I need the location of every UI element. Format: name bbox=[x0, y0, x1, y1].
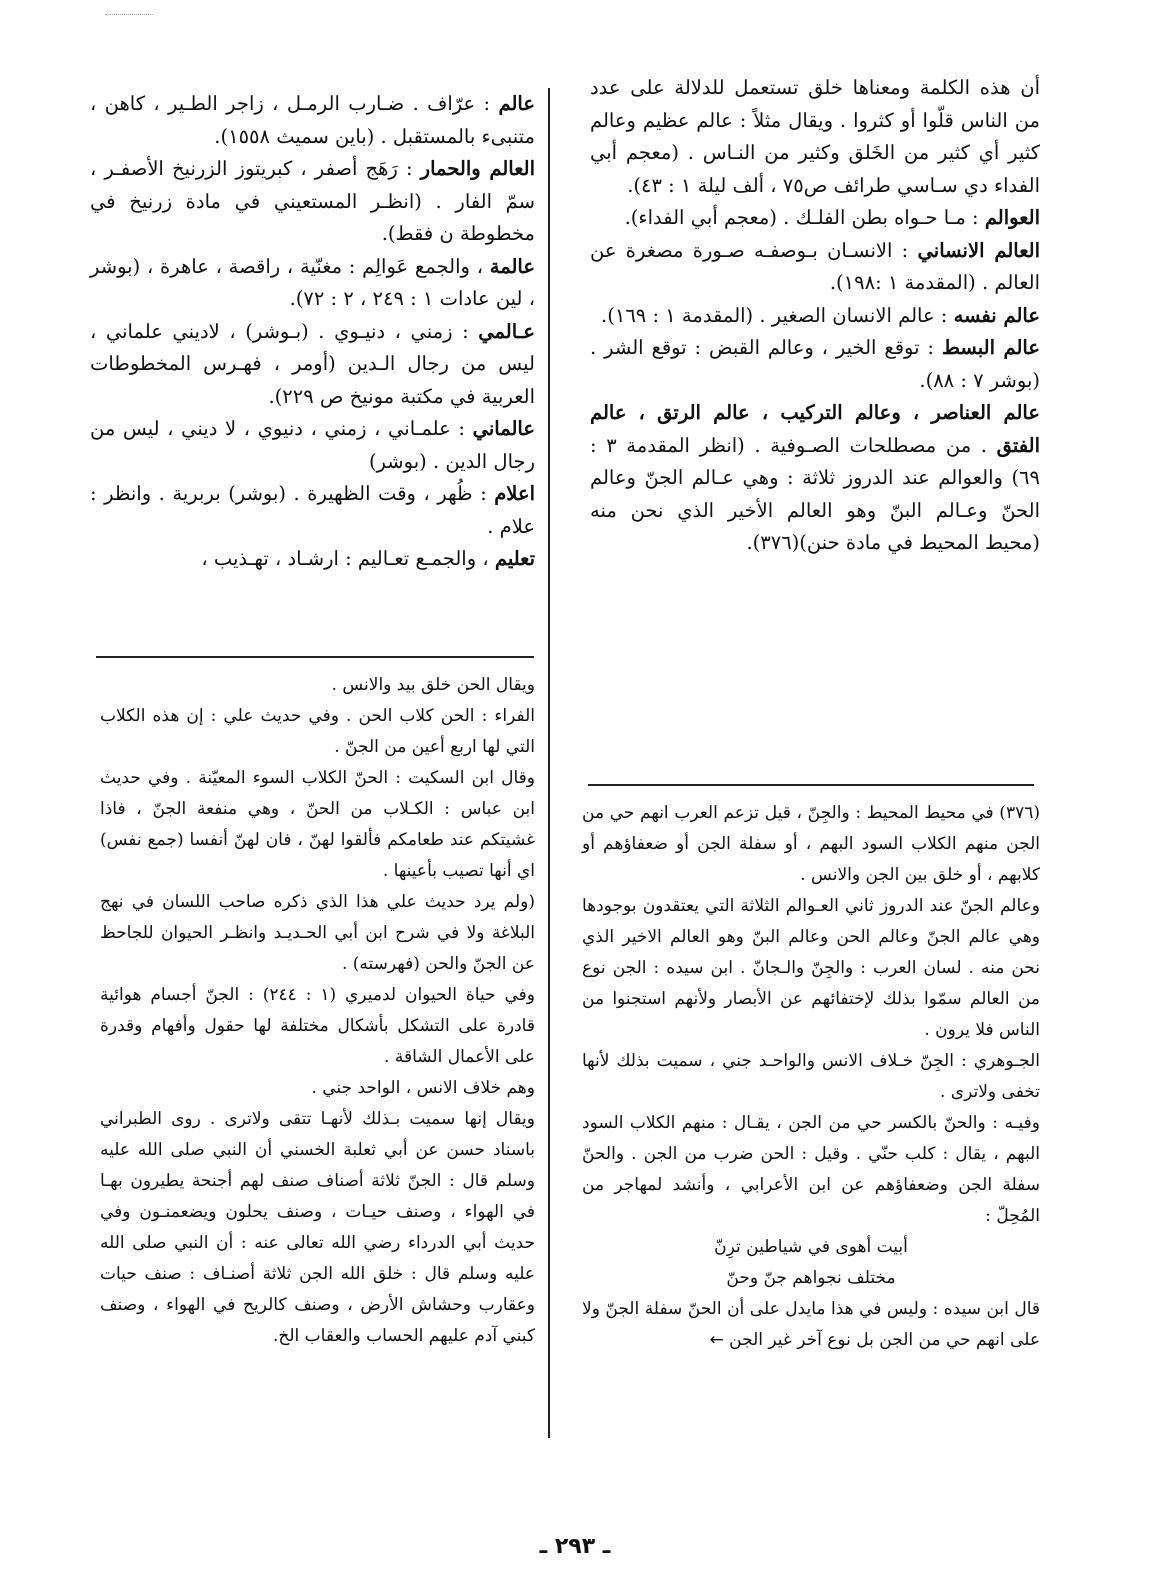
left-column bbox=[90, 88, 535, 576]
right-entry-3: عالم نفسه : عالم الانسان الصغير . (المقدمة ١ : ١٦٩). bbox=[601, 303, 1040, 327]
right-entry-0: أن هذه الكلمة ومعناها خلق تستعمل للدلالة على عدد من الناس قلّوا أو كثروا . ويقال مثلاً : عالم عظيم وعالم كثير أي كثير من الخَلق وكثير من النـاس . (معجم أبي الفداء دي سـاسي طرائف ص٧٥ ، ألف ليلة ١ : ٤٣). bbox=[590, 76, 1040, 197]
footnote-rule-left bbox=[96, 656, 534, 658]
right-entry-4: عالم البسط : توقع الخير ، وعالم القبض : توقع الشر . (بوشر ٧ : ٨٨). bbox=[590, 336, 1040, 392]
left-entry-1: العالم والحمار : رَهَج أصفر ، كبريتوز الزرنيخ الأصفـر ، سمّ الفار . (انظـر المستعيني في مادة زرنيخ في مخطوطة ن فقط). bbox=[90, 157, 535, 245]
scan-mark bbox=[105, 14, 153, 17]
verse-line-1: أبيت أهوى في شياطين ترِنّ bbox=[714, 1237, 908, 1257]
right-entry-5: عالم العناصر ، وعالم التركيب ، عالم الرتق ، عالم الفتق . من مصطلحات الصـوفية . (انظر المقدمة ٣ : ٦٩) والعوالم عند الدروز ثلاثة : وهي عـالم الجنّ وعالم الحنّ وعـالم البنّ وهو العالم الأخير الذي نحن منه (محيط المحيط في مادة حنن)(٣٧٦). bbox=[590, 401, 1040, 554]
left-entry-2: عالمة ، والجمع عَوالِم : مغنّية ، راقصة ، عاهرة ، (بوشر ، لين عادات ١ : ٢٤٩ ، ٢ : ٧٢). bbox=[90, 254, 535, 310]
right-entry-2: العالم الانساني : الانسـان بـوصفـه صـورة مصغرة عن العالم . (المقدمة ١ :١٩٨). bbox=[590, 238, 1040, 294]
left-arrow-icon: ← bbox=[709, 1330, 724, 1350]
footnote-paragraph: الفراء : الحن كلاب الحن . وفي حديث علي : إن هذه الكلاب التي لها اربع أعين من الجنّ . bbox=[100, 706, 535, 757]
footnote-paragraph: وهم خلاف الانس ، الواحد جني . bbox=[311, 1078, 535, 1098]
left-entry-0: عالم : عرّاف . ضـارب الرمـل ، زاجر الطـير ، كاهن ، متنبىء بالمستقبل . (باين سميث ١٥٥٨). bbox=[90, 92, 535, 148]
footnote-paragraph: وقال ابن السكيت : الحنّ الكلاب السوء المعيّنة . وفي حديث ابن عباس : الكـلاب من الحنّ ، وهي منفعة الجنّ ، فاذا غشيتكم عند طعامكم فألقوا لهنّ ، فان لهنّ أنفسا (جمع نفس) اي أنها تصيب بأعينها . bbox=[100, 768, 535, 881]
footnote-paragraph: ويقال الحن خلق بيد والانس . bbox=[331, 675, 535, 695]
right-column bbox=[590, 72, 1040, 560]
verse-line-2: مختلف نجواهم جنّ وحنّ bbox=[726, 1268, 896, 1288]
footnote-left bbox=[100, 670, 535, 1352]
right-entry-1: العوالم : مـا حـواه بطن الفلـك . (معجم أبي الفداء). bbox=[624, 206, 1040, 229]
page-number: ـ ٢٩٣ ـ bbox=[539, 1534, 611, 1559]
left-entry-5: اعلام : ظُهر ، وقت الظهيرة . (بوشر) بربرية . وانظر : علام . bbox=[90, 482, 535, 538]
left-entry-4: عالماني : علمـاني ، زمني ، دنيوي ، لا ديني ، ليس من رجال الدين . (بوشر) bbox=[90, 417, 535, 473]
footnote-right bbox=[582, 798, 1040, 1356]
left-entry-6: تعليم ، والجمـع تعـاليم : ارشـاد ، تهـذيب ، bbox=[201, 547, 535, 570]
column-divider bbox=[548, 88, 550, 1438]
footnote-paragraph: وفيـه : والحنّ بالكسر حي من الجن ، يقـال : منهم الكلاب السود البهم ، يقال : كلب حنّي . وقيل : الحن ضرب من الجن . والحنّ سفلة الجن وضعفاؤهم عن ابن الأعرابي ، وأنشد لمهاجر من المُحِلّ : bbox=[582, 1113, 1040, 1226]
left-entry-3: عـالمي : زمني ، دنيـوي . (بـوشر) ، لاديني علماني ، ليس من رجال الـدين (أومر ، فهـرس المخطوطات العربية في مكتبة مونيخ ص ٢٢٩). bbox=[90, 319, 535, 408]
footnote-rule-right bbox=[588, 784, 1034, 786]
footnote-paragraph: (ولم يرد حديث علي هذا الذي ذكره صاحب اللسان في نهج البلاغة ولا في شرح ابن أبي الحـديـد وانظـر الحيوان للجاحظ عن الجنّ والحن (فهرسته) . bbox=[100, 892, 535, 974]
footnote-paragraph: الجـوهري : الجِنّ خـلاف الانس والواحـد جني ، سميت بذلك لأنها تخفى ولاترى . bbox=[582, 1051, 1040, 1102]
footnote-paragraph: ويقال إنها سميت بـذلك لأنهـا تتقى ولاترى . روى الطبراني باسناد حسن عن أبي ثعلبة الخسني أن النبي صلى الله عليه وسلم قال : الجنّ ثلاثة أصناف صنف لهم أجنحة يطيرون بهـا في الهواء ، وصنف حيـات ، وصنف يحلون ويضعمنـون وفي حديث أبي الدرداء رضي الله تعالى عنه : أن النبي صلى الله عليه وسلم قال : خلق الله الجن ثلاثة أصنـاف : صنف حيات وعقارب وحشاش الأرض ، وصنف كالريح في الهواء ، وصنف كبني آدم عليهم الحساب والعقاب الخ. bbox=[100, 1109, 535, 1346]
footnote-paragraph: وعالم الجنّ عند الدروز ثاني العـوالم الثلاثة التي يعتقدون بوجودها وهي عالم الجنّ وعالم الحن وعالم البنّ وهو العالم الاخير الذي نحن منه . لسان العرب : والجِنّ والـجانّ . ابن سيده : الجن نوع من العالم سمّوا بذلك لإختفائهم عن الأبصار ولأنهم استجنوا من الناس فلا يرون . bbox=[582, 896, 1040, 1040]
footnote-continued: قال ابن سيده : وليس في هذا مايدل على أن الحنّ سفلة الجنّ ولا على انهم حي من الجن بل نوع آخر غير الجن ← bbox=[582, 1299, 1040, 1350]
footnote-paragraph: (٣٧٦) في محيط المحيط : والجِنّ ، قيل تزعم العرب انهم حي من الجن منهم الكلاب السود البهم ، أو سفلة الجن أو ضعفاؤهم أو كلابهم ، أو خلق بين الجن والانس . bbox=[582, 803, 1040, 885]
footnote-paragraph: وفي حياة الحيوان لدميري (١ : ٢٤٤) : الجنّ أجسام هوائية قادرة على التشكل بأشكال مختلفة لها حقول وأفهام وقدرة على الأعمال الشاقة . bbox=[100, 985, 536, 1067]
